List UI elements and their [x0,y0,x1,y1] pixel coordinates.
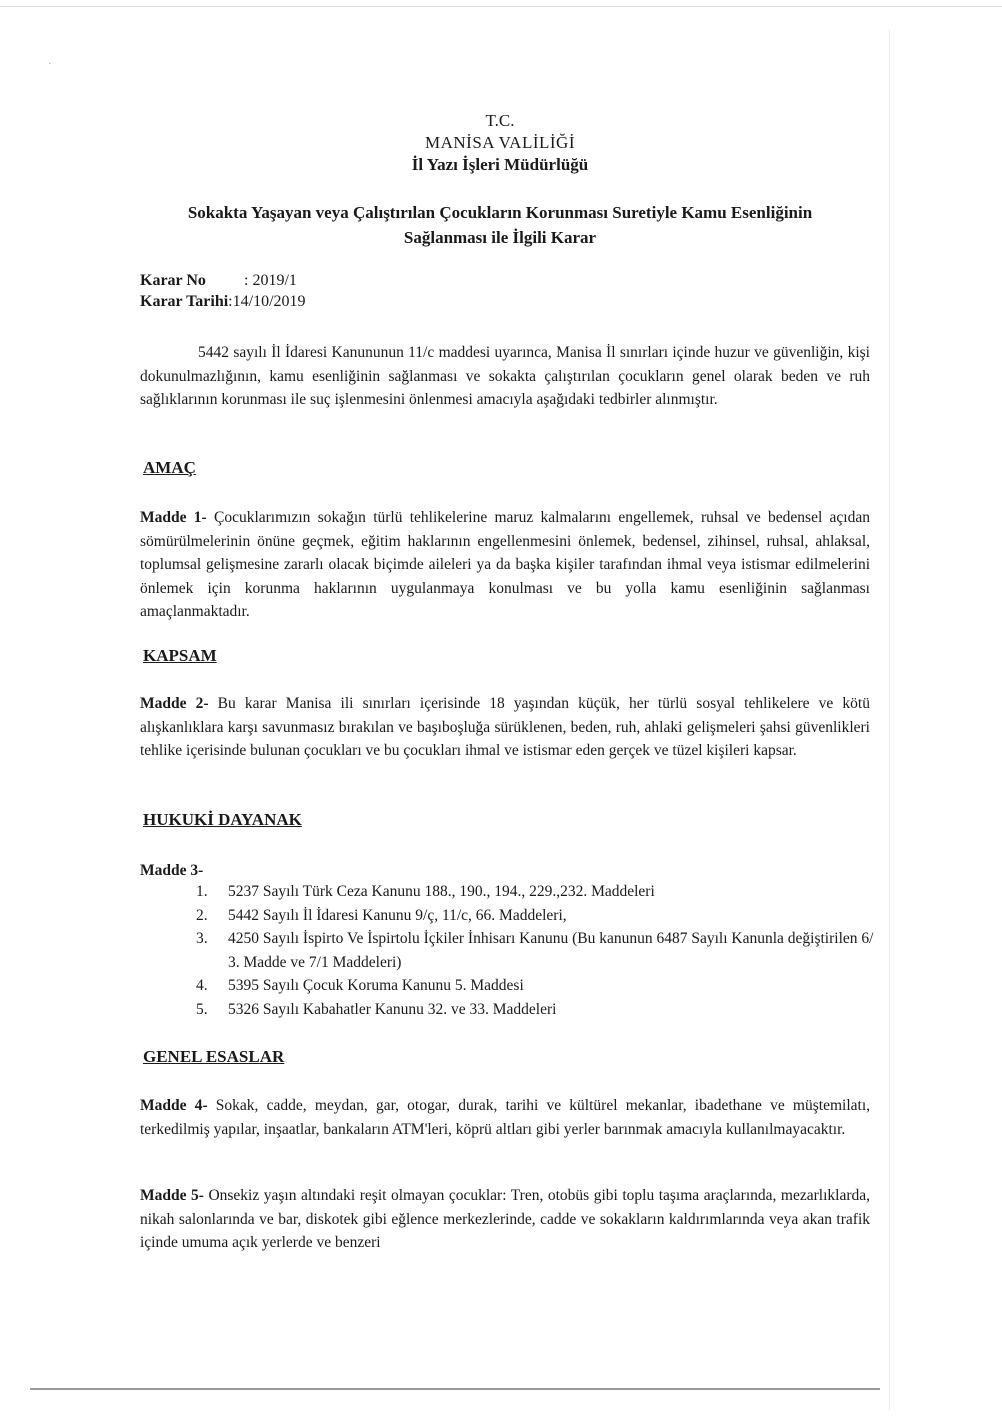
header-tc: T.C. [485,111,515,130]
list-item-text: 5395 Sayılı Çocuk Koruma Kanunu 5. Maddesi [228,977,524,994]
list-item [196,880,876,904]
madde-2-label: Madde 2- [140,695,209,712]
madde-1-text: Çocuklarımızın sokağın türlü tehlikelerine maruz kalmalarını engellemek, ruhsal ve bedensel açıdan sömürülmelerinin önüne geçmek, eğitim haklarının engellenmesini önlemek, bedensel, zihinsel, ruhsal, ahlaksal, toplumsal gelişmesine zararlı olacak biçimde aileleri ya da başka kişiler tarafından ihmal veya istismar edilmelerini önlemek için korunma haklarının uygulanmaya konulması ve bu yolla kamu esenliğinin sağlanması amaçlanmaktadır. [140,509,870,620]
list-item-number: 5. [196,1000,208,1018]
list-item-text: 5326 Sayılı Kabahatler Kanunu 32. ve 33. Maddeleri [228,1000,557,1018]
karar-tarihi-row [140,291,306,313]
karar-no-value: : 2019/1 [244,272,297,289]
madde-1-paragraph [140,506,870,624]
karar-tarihi-label: Karar Tarihi [140,293,229,310]
madde-3-list [196,880,876,1021]
scan-edge-top [0,6,1002,7]
madde-5-text: Onsekiz yaşın altındaki reşit olmayan çocuklar: Tren, otobüs gibi toplu taşıma araçlarında, mezarlıklarda, nikah salonlarında ve bar, diskotek gibi eğlence merkezlerinde, cadde ve sokakların kaldırımlarında veya akan trafik içinde umuma açık yerlerde ve benzeri [140,1187,870,1251]
list-item-number: 4. [196,977,208,994]
karar-tarihi-value: :14/10/2019 [228,293,306,310]
madde-4-label: Madde 4- [140,1097,208,1114]
section-genel-esaslar: GENEL ESASLAR [143,1047,285,1066]
section-kapsam: KAPSAM [143,646,217,665]
title-line-1: Sokakta Yaşayan veya Çalıştırılan Çocukların Korunması Suretiyle Kamu Esenliğinin [187,203,813,222]
document-header [140,110,860,176]
list-item [196,927,876,974]
scan-speck: · [48,58,52,70]
karar-no-row [140,270,297,292]
madde-2-text: Bu karar Manisa ili sınırları içerisinde 18 yaşından küçük, her türlü sosyal tehlikelere ve kötü alışkanlıklara karşı savunmasız bırakılan ve başıboşluğa sürüklenen, beden, ruh, ahlaki gelişmeleri şahsi güvenlikleri tehlike içerisinde bulunan çocukları ve bu çocukları ihmal ve istismar eden gerçek ve tüzel kişileri kapsar. [140,695,870,759]
madde-4-text: Sokak, cadde, meydan, gar, otogar, durak, tarihi ve kültürel mekanlar, ibadethane ve müştemilatı, terkedilmiş yapılar, inşaatlar, bankaların ATM'leri, köprü altları gibi yerler barınmak amacıyla kullanılmayacaktır. [140,1097,870,1138]
madde-5-label: Madde 5- [140,1187,204,1204]
madde-1-label: Madde 1- [140,509,207,526]
scan-edge-bottom [30,1388,880,1390]
intro-paragraph: 5442 sayılı İl İdaresi Kanununun 11/c maddesi uyarınca, Manisa İl sınırları içinde huzur ve güvenliğin, kişi dokunulmazlığının, kamu esenliğinin sağlanması ve sokakta çalıştırılan çocukların genel olarak beden ve ruh sağlıklarının korunması ile suç işlenmesini önlenmesi amacıyla aşağıdaki tedbirler alınmıştır. [140,344,870,408]
list-item [196,974,876,998]
karar-no-label: Karar No [140,272,206,289]
section-amac: AMAÇ [143,458,196,477]
list-item-number: 3. [196,930,208,947]
madde-3-label: Madde 3- [140,862,204,879]
list-item-text: 5237 Sayılı Türk Ceza Kanunu 188., 190., 194., 229.,232. Maddeleri [228,883,655,900]
list-item-number: 2. [196,906,208,924]
madde-2-paragraph [140,692,870,763]
list-item-text: 4250 Sayılı İspirto Ve İspirtolu İçkiler İnhisarı Kanunu (Bu kanunun 6487 Sayılı Kanunla değiştirilen 6/ 3. Madde ve 7/1 Maddeleri) [228,930,874,971]
list-item-text: 5442 Sayılı İl İdaresi Kanunu 9/ç, 11/c, 66. Maddeleri, [228,906,567,924]
list-item-number: 1. [196,883,208,900]
list-item [196,904,876,928]
document-title [140,200,860,250]
madde-4-paragraph [140,1094,870,1141]
list-item [196,998,876,1022]
header-valilik: MANİSA VALİLİĞİ [425,133,575,152]
title-line-2: Sağlanması ile İlgili Karar [403,228,597,247]
scan-edge-right [889,30,890,1410]
madde-5-paragraph [140,1184,870,1255]
header-mudurluk: İl Yazı İşleri Müdürlüğü [411,155,589,174]
section-hukuki-dayanak: HUKUKİ DAYANAK [143,810,302,829]
